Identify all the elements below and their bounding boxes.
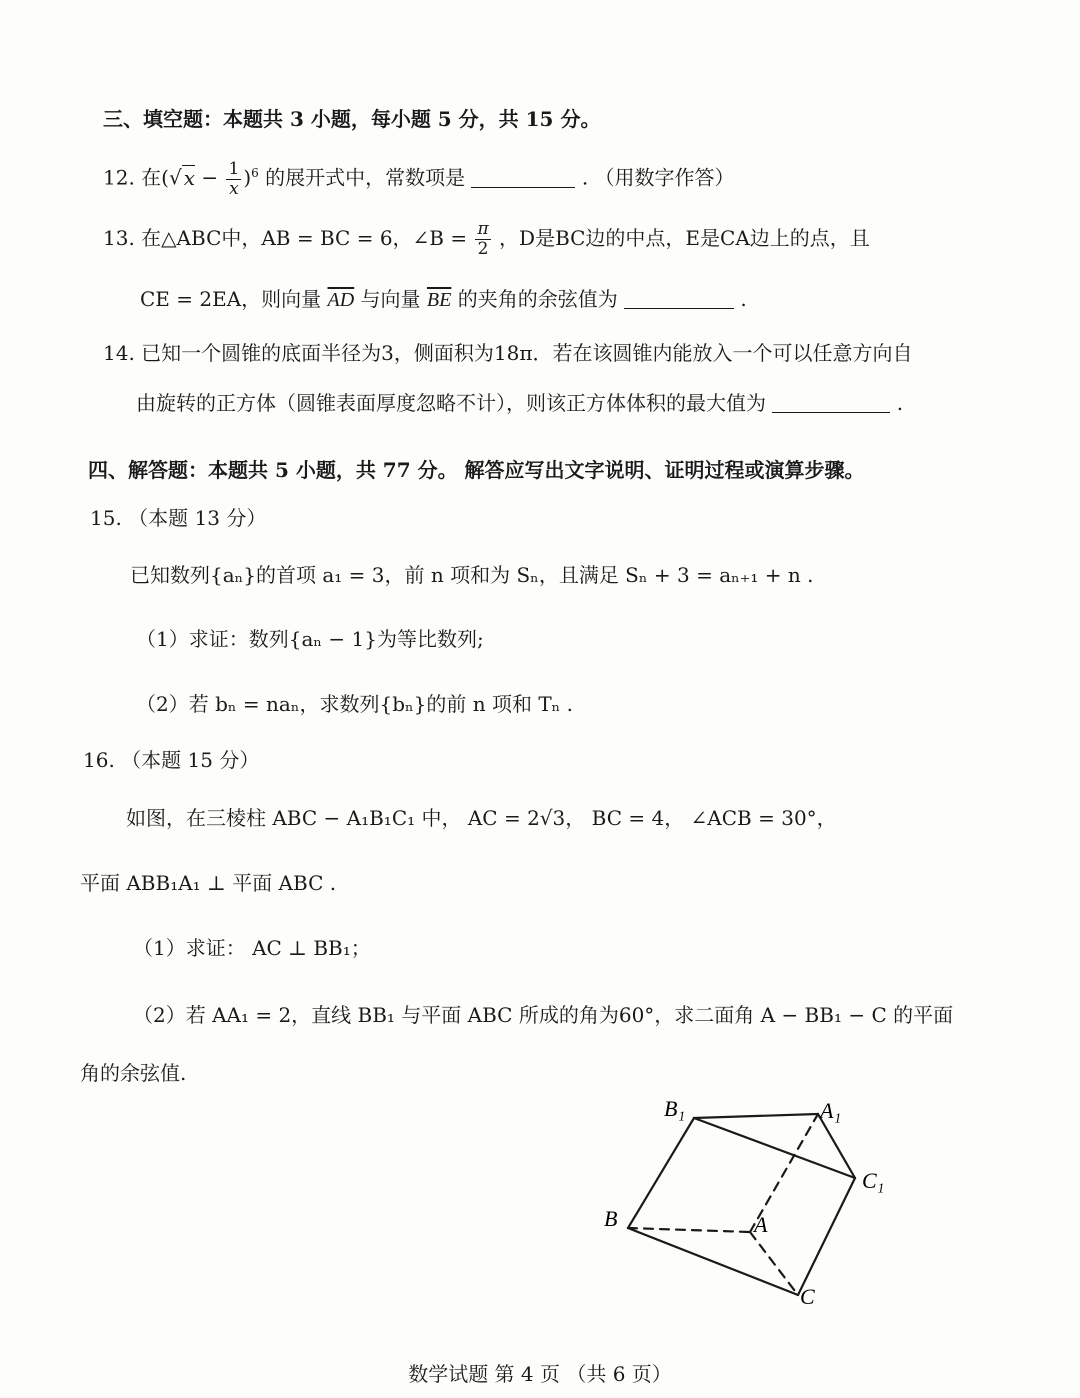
label-C: C <box>800 1284 815 1309</box>
q15-part2: （2）若 bₙ = naₙ，求数列{bₙ}的前 n 项和 Tₙ . <box>136 692 574 716</box>
q12-answer-blank[interactable] <box>471 167 575 188</box>
question-12: 12. 在(√ x − $\frac{1}{x}$ )$^6$ 的展开式中，常数项是 . （用数字作答） <box>103 158 735 199</box>
q13-answer-blank[interactable] <box>624 288 734 309</box>
q13-text3: CE = 2EA，则向量 <box>140 287 322 311</box>
q15-part1: （1）求证：数列{aₙ − 1}为等比数列; <box>136 627 484 651</box>
edge-B1-A1 <box>694 1114 818 1118</box>
q15-header: 15. （本题 13 分） <box>90 506 267 530</box>
q16-part2: （2）若 AA₁ = 2，直线 BB₁ 与平面 ABC 所成的角为60°，求二面角 A − BB₁ − C 的平面 <box>133 1003 954 1027</box>
label-A1: A₁ <box>820 1098 842 1123</box>
label-A: A <box>754 1212 768 1237</box>
prism-figure <box>590 1090 910 1320</box>
q13-text4: 与向量 <box>360 287 421 311</box>
q14-answer-blank[interactable] <box>772 392 890 413</box>
edge-B1-C1 <box>694 1118 855 1178</box>
q16-stem1: 如图，在三棱柱 ABC − A₁B₁C₁ 中， AC = 2√3， BC = 4， ∠ACB = 30°， <box>126 806 837 830</box>
edge-A1-C1 <box>818 1114 855 1178</box>
page-footer: 数学试题 第 4 页 （共 6 页） <box>408 1362 672 1386</box>
q14-text2: 由旋转的正方体（圆锥表面厚度忽略不计），则该正方体体积的最大值为 <box>136 391 766 415</box>
q13-end: . <box>740 287 747 311</box>
section4-heading: 四、解答题：本题共 5 小题，共 77 分。 解答应写出文字说明、证明过程或演算步骤。 <box>88 458 865 482</box>
q12-fraction: $\frac{1}{x}$ <box>228 158 240 199</box>
q13-text5: 的夹角的余弦值为 <box>457 287 618 311</box>
q16-stem2: 平面 ABB₁A₁ ⊥ 平面 ABC . <box>80 871 337 895</box>
question-14-line2 <box>136 388 903 418</box>
q12-exponent: 6 <box>251 166 259 180</box>
q13-text2: ，D是BC边的中点，E是CA边上的点，且 <box>499 226 870 250</box>
q13-text1: 在△ABC中，AB = BC = 6，∠B = <box>141 226 468 250</box>
q15-stem: 已知数列{aₙ}的首项 a₁ = 3，前 n 项和为 Sₙ，且满足 Sₙ + 3 = aₙ₊₁ + n . <box>130 563 814 587</box>
question-14-line1 <box>103 338 913 368</box>
q16-header: 16. （本题 15 分） <box>83 748 260 772</box>
label-B1: B₁ <box>664 1096 686 1121</box>
q13-fraction: $\frac{\pi}{2}$ <box>477 219 489 259</box>
q13-number: 13. <box>103 226 135 250</box>
vector-AD: $\overline{AD}$ <box>327 289 355 311</box>
vector-BE: $\overline{BE}$ <box>426 289 452 311</box>
edge-B-B1 <box>628 1118 694 1228</box>
q12-sqrt-var: x <box>183 165 195 190</box>
q12-post: . （用数字作答） <box>581 165 735 190</box>
q12-minus: − <box>201 165 219 190</box>
q14-end: . <box>896 391 904 415</box>
q16-part1: （1）求证： AC ⊥ BB₁； <box>133 936 371 960</box>
question-13-line1 <box>103 220 870 259</box>
q12-pre: 在 <box>141 165 162 190</box>
q14-text1: 已知一个圆锥的底面半径为3，侧面积为18π．若在该圆锥内能放入一个可以任意方向自 <box>141 341 913 365</box>
q12-mid: 的展开式中，常数项是 <box>265 165 466 190</box>
label-C1: C₁ <box>862 1168 885 1193</box>
section3-heading: 三、填空题：本题共 3 小题，每小题 5 分，共 15 分。 <box>103 107 601 131</box>
q12-number: 12. <box>103 165 135 190</box>
q14-number: 14. <box>103 341 135 365</box>
edge-B-A-hidden <box>628 1228 750 1232</box>
label-B: B <box>604 1206 618 1231</box>
q16-part2-cont: 角的余弦值. <box>80 1061 187 1085</box>
question-13-line2 <box>140 284 747 315</box>
edge-C-C1 <box>798 1178 855 1295</box>
